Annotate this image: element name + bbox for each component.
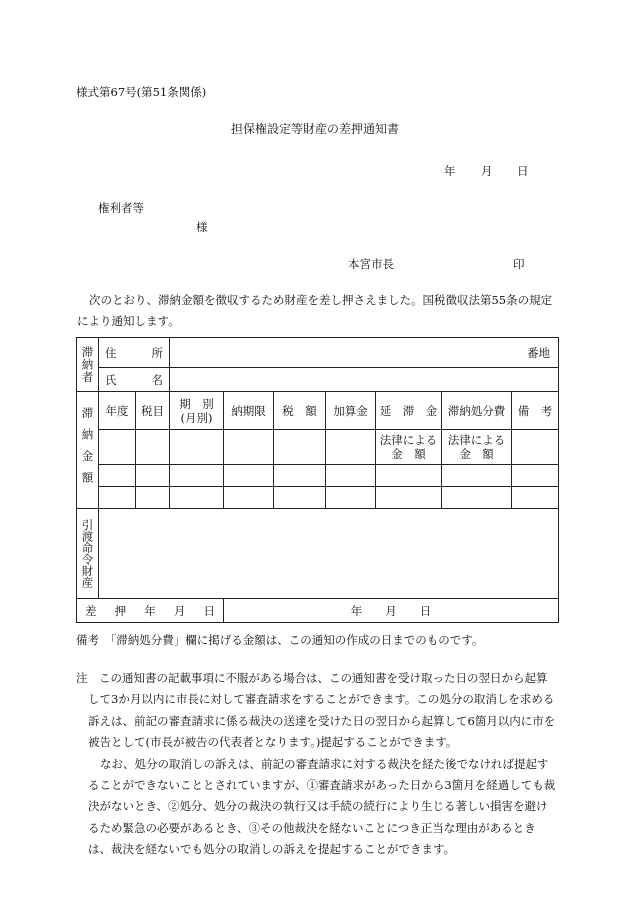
notice-paragraph-2: なお、処分の取消しの訴えは、前記の審査請求に対する裁決を経た後でなければ提起することができないこととされていますが、①審査請求があった日から3箇月を経過しても裁決がないとき、②処分、処分の裁決の執行又は手続の続行により生じる著しい損害を避けるため緊急の必要があるとき、③その他裁決を経ないことにつき正当な理由があるときは、裁決を経ないでも処分の取消しの訴えを提起することができます。 [88,756,556,857]
remark-text: 備考 「滞納処分費」欄に掲げる金額は、この通知の作成の日までのものです。 [76,633,484,647]
col-additional: 加算金 [326,392,376,430]
col-disposition-fee: 滞納処分費 [442,392,512,430]
col-delinquency-charge: 延 滞 金 [376,392,442,430]
date-day-label: 日 [517,164,529,178]
document-title: 担保権設定等財産の差押通知書 [230,122,399,136]
addressee-label: 権利者等 [98,201,144,215]
table-row [77,338,559,368]
seal-mark: 印 [513,257,525,271]
form-number: 様式第67号(第51条関係) [76,85,207,99]
name-label: 氏 名 [99,368,170,392]
col-year: 年度 [99,392,136,430]
date-month-label: 月 [481,164,493,178]
seizure-table [76,337,559,623]
honorific-label: 様 [196,220,208,234]
address-label: 住 所 [99,338,170,368]
col-period: 期 別 (月別) [170,392,224,430]
seizure-date-label: 差 押 年 月 日 [77,599,224,623]
issuer-label: 本宮市長 [348,257,394,271]
amount-header: 滞納金額 [77,392,99,509]
col-tax-item: 税目 [136,392,170,430]
statutory-amount-fee: 法律による 金 額 [442,430,512,465]
date-year-label: 年 [444,164,456,178]
col-due-date: 納期限 [224,392,274,430]
name-cell [170,368,559,392]
table-row [77,599,559,623]
notice-paragraph-1: 注 この通知書の記載事項に不服がある場合は、この通知書を受け取った日の翌日から起算して3か月以内に市長に対して審査請求をすることができます。この処分の取消しを求める訴えは、前記の審査請求に係る裁決の送達を受けた日の翌日から起算して6箇月以内に市を被告として(市長が被告の代表者となります。)提起することができます。 [76,671,556,750]
appeal-notice [76,668,556,861]
table-row [77,368,559,392]
col-tax-amount: 税 額 [274,392,326,430]
property-header: 引渡命令財産 [77,509,99,599]
statutory-amount-charge: 法律による 金 額 [376,430,442,465]
table-row [77,509,559,599]
table-row [77,465,559,487]
intro-text: 次のとおり、滞納金額を徴収するため財産を差し押さえました。国税徴収法第55条の規定により通知します。 [77,293,553,328]
table-row [77,487,559,509]
table-row [77,392,559,430]
table-row [77,430,559,465]
col-remarks: 備 考 [512,392,559,430]
seizure-date-value: 年 月 日 [224,599,559,623]
property-cell [99,509,559,599]
delinquent-header: 滞納者 [77,338,99,392]
address-suffix: 番地 [527,345,551,360]
address-cell [170,338,559,368]
